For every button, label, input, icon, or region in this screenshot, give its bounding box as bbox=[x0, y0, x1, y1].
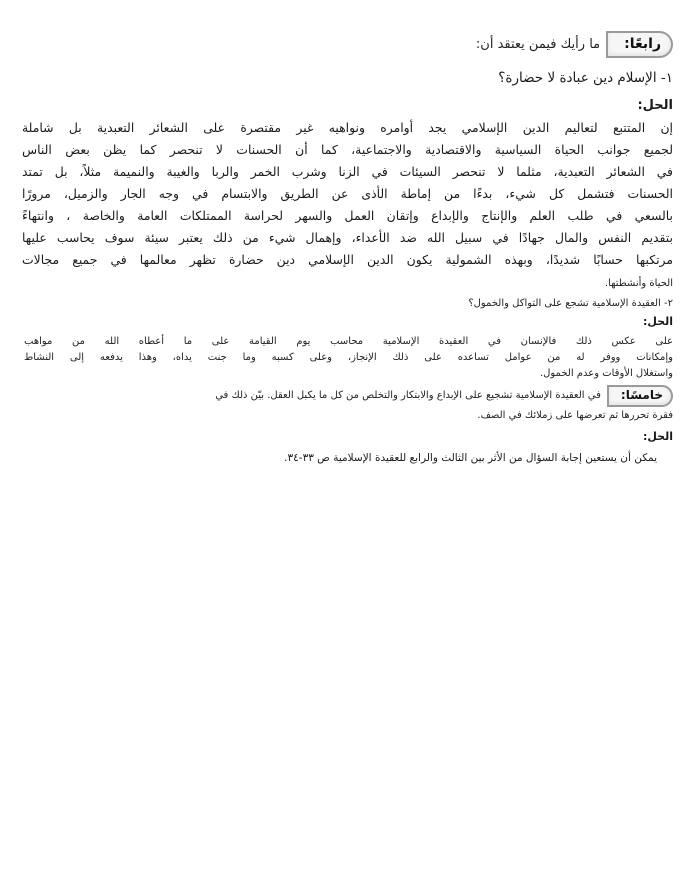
answer-line: بالسعي في طلب العلم والإنتاج والإبداع وإتقان العمل والسهر لحراسة الممتلكات العامة والخاصة ، وانتهاءً bbox=[22, 208, 673, 223]
question-two: ٢- العقيدة الإسلامية تشجع على التواكل والخمول؟ bbox=[468, 298, 673, 309]
answer-line: إن المتتبع لتعاليم الدين الإسلامي يجد أوامره ونواهيه غير مقتصرة على الشعائر التعبدية بل شاملة bbox=[22, 120, 673, 135]
section-five-line-two: فقرة تحررها ثم تعرضها على زملائك في الصف. bbox=[477, 410, 673, 421]
answer-line: لجميع جوانب الحياة السياسية والاقتصادية والاجتماعية، كما أن الحسنات لا تنحصر كما يظن بعض الناس bbox=[22, 142, 673, 157]
question-two-answer bbox=[24, 334, 673, 382]
answer-line: مرتكبها حسابًا شديدًا، وبهذه الشمولية يكون الدين الإسلامي دين حضارة تظهر معالمها في جميع مجالات bbox=[22, 252, 673, 267]
answer-line: واستغلال الأوقات وعدم الخمول. bbox=[539, 368, 673, 379]
answer-line: في الشعائر التعبدية، مثلما لا تنحصر السيئات في الزنا وشرب الخمر والربا والغيبة والنميمة مثلاً، بل تمتد bbox=[22, 164, 673, 179]
section-four-intro: ما رأيك فيمن يعتقد أن: bbox=[475, 36, 601, 52]
section-four-badge: رابعًا: bbox=[606, 31, 673, 58]
section-five-answer: يمكن أن يستعين إجابة السؤال من الأثر بين الثالث والرابع للعقيدة الإسلامية ص ٣٣-٣٤. bbox=[284, 452, 657, 464]
answer-line: وإمكانات ووفر له من عوامل تساعده على ذلك الإنجاز، وعلى كسبه وما جنت يداه، وهذا يدفعه إلى النشاط bbox=[24, 352, 673, 363]
answer-line: على عكس ذلك فالإنسان في العقيدة الإسلامية محاسب يوم القيامة على ما أعطاه الله من مواهب bbox=[24, 336, 673, 347]
question-one: ١- الإسلام دين عبادة لا حضارة؟ bbox=[498, 70, 673, 86]
question-one-answer-tail: الحياة وأنشطتها. bbox=[604, 278, 673, 289]
section-five-badge: خامسًا: bbox=[607, 385, 673, 407]
section-four-header bbox=[24, 30, 673, 58]
section-five-line-one: في العقيدة الإسلامية تشجيع على الإبداع والابتكار والتخلص من كل ما يكبل العقل. بيّن ذلك في bbox=[215, 390, 601, 401]
section-five-solution-label: الحل: bbox=[642, 430, 673, 443]
section-five-header bbox=[24, 385, 673, 407]
question-one-answer bbox=[22, 117, 673, 271]
answer-line: الحسنات فتشمل كل شيء، بدءًا من إماطة الأذى عن الطريق والابتسام في وجه الجار والزميل، مرورًا bbox=[22, 186, 673, 201]
question-one-solution-label: الحل: bbox=[637, 98, 673, 113]
answer-line: بتقديم النفس والمال جهادًا في سبيل الله ضد الأعداء، وإهمال شيء من ذلك يعتبر سيئة سوف يحاسب عليها bbox=[22, 230, 673, 245]
question-two-solution-label: الحل: bbox=[642, 315, 673, 328]
